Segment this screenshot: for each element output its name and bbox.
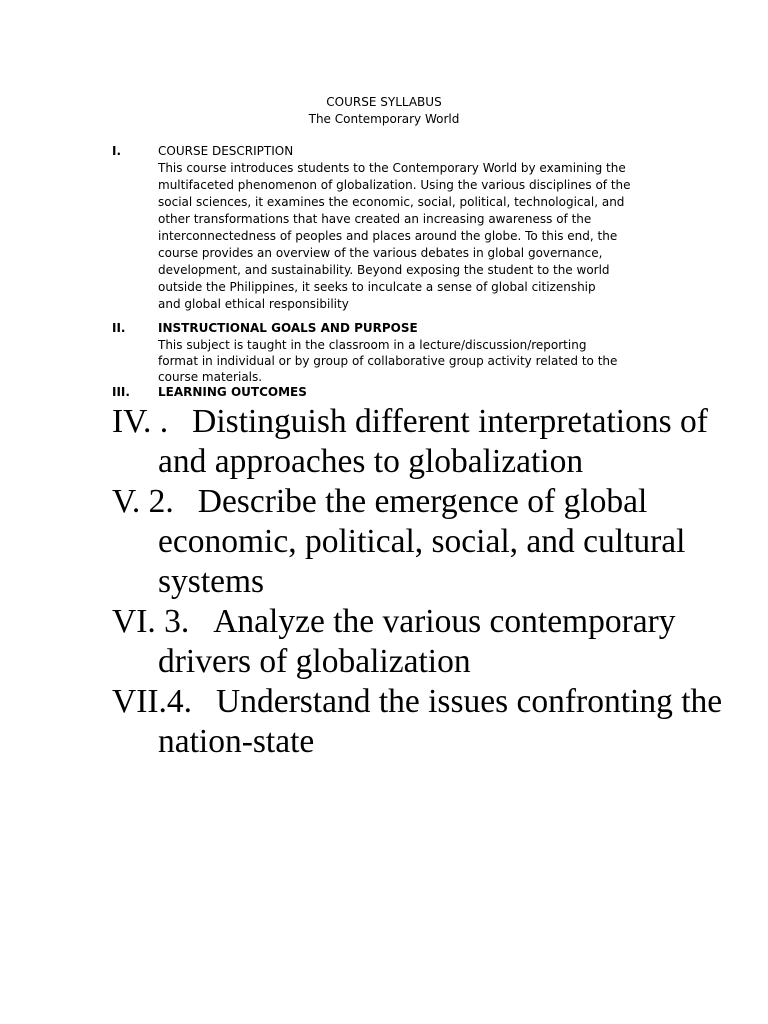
paragraph-line: course provides an overview of the various debates in global governance,	[158, 246, 603, 260]
outcome-text: Understand the issues confronting the nation-state	[158, 683, 723, 760]
outcome-text: Describe the emergence of global economic, political, social, and cultural systems	[158, 483, 686, 600]
paragraph-line: development, and sustainability. Beyond exposing the student to the world	[158, 263, 610, 277]
title-block	[0, 94, 768, 128]
outcome-text: Analyze the various contemporary drivers of globalization	[158, 603, 676, 680]
paragraph-line: social sciences, it examines the economic, social, political, technological, and	[158, 195, 625, 209]
paragraph-line: outside the Philippines, it seeks to inculcate a sense of global citizenship	[158, 280, 596, 294]
document-subtitle: The Contemporary World	[308, 112, 460, 126]
outcomes-list	[112, 402, 752, 762]
paragraph-line: and global ethical responsibility	[158, 297, 349, 311]
outcome-item	[112, 482, 752, 602]
outcome-item	[112, 682, 752, 762]
section-heading: LEARNING OUTCOMES	[158, 385, 307, 399]
section-body	[158, 320, 718, 385]
section-body	[158, 143, 718, 313]
section-number: I.	[112, 144, 122, 158]
outcome-number: V. 2.	[112, 483, 174, 520]
outcome-item	[112, 402, 752, 482]
section-heading: INSTRUCTIONAL GOALS AND PURPOSE	[158, 321, 418, 335]
paragraph-line: course materials.	[158, 370, 263, 384]
section-number: II.	[112, 321, 126, 335]
section-heading: COURSE DESCRIPTION	[158, 144, 294, 158]
paragraph-line: interconnectedness of peoples and places around the globe. To this end, the	[158, 229, 618, 243]
outcome-item	[112, 602, 752, 682]
section-body	[158, 384, 718, 401]
paragraph-line: multifaceted phenomenon of globalization. Using the various disciplines of the	[158, 178, 631, 192]
outcome-text: Distinguish different interpretations of and approaches to globalization	[158, 403, 708, 480]
paragraph-line: This subject is taught in the classroom in a lecture/discussion/reporting	[158, 338, 587, 352]
paragraph-line: format in individual or by group of collaborative group activity related to the	[158, 354, 618, 368]
outcome-number: VI. 3.	[112, 603, 190, 640]
paragraph-line: other transformations that have created an increasing awareness of the	[158, 212, 592, 226]
document-title: COURSE SYLLABUS	[326, 95, 442, 109]
outcome-number: VII.4.	[112, 683, 193, 720]
paragraph-line: This course introduces students to the Contemporary World by examining the	[158, 161, 626, 175]
section-number: III.	[112, 385, 130, 399]
outcome-number: IV. .	[112, 403, 169, 440]
